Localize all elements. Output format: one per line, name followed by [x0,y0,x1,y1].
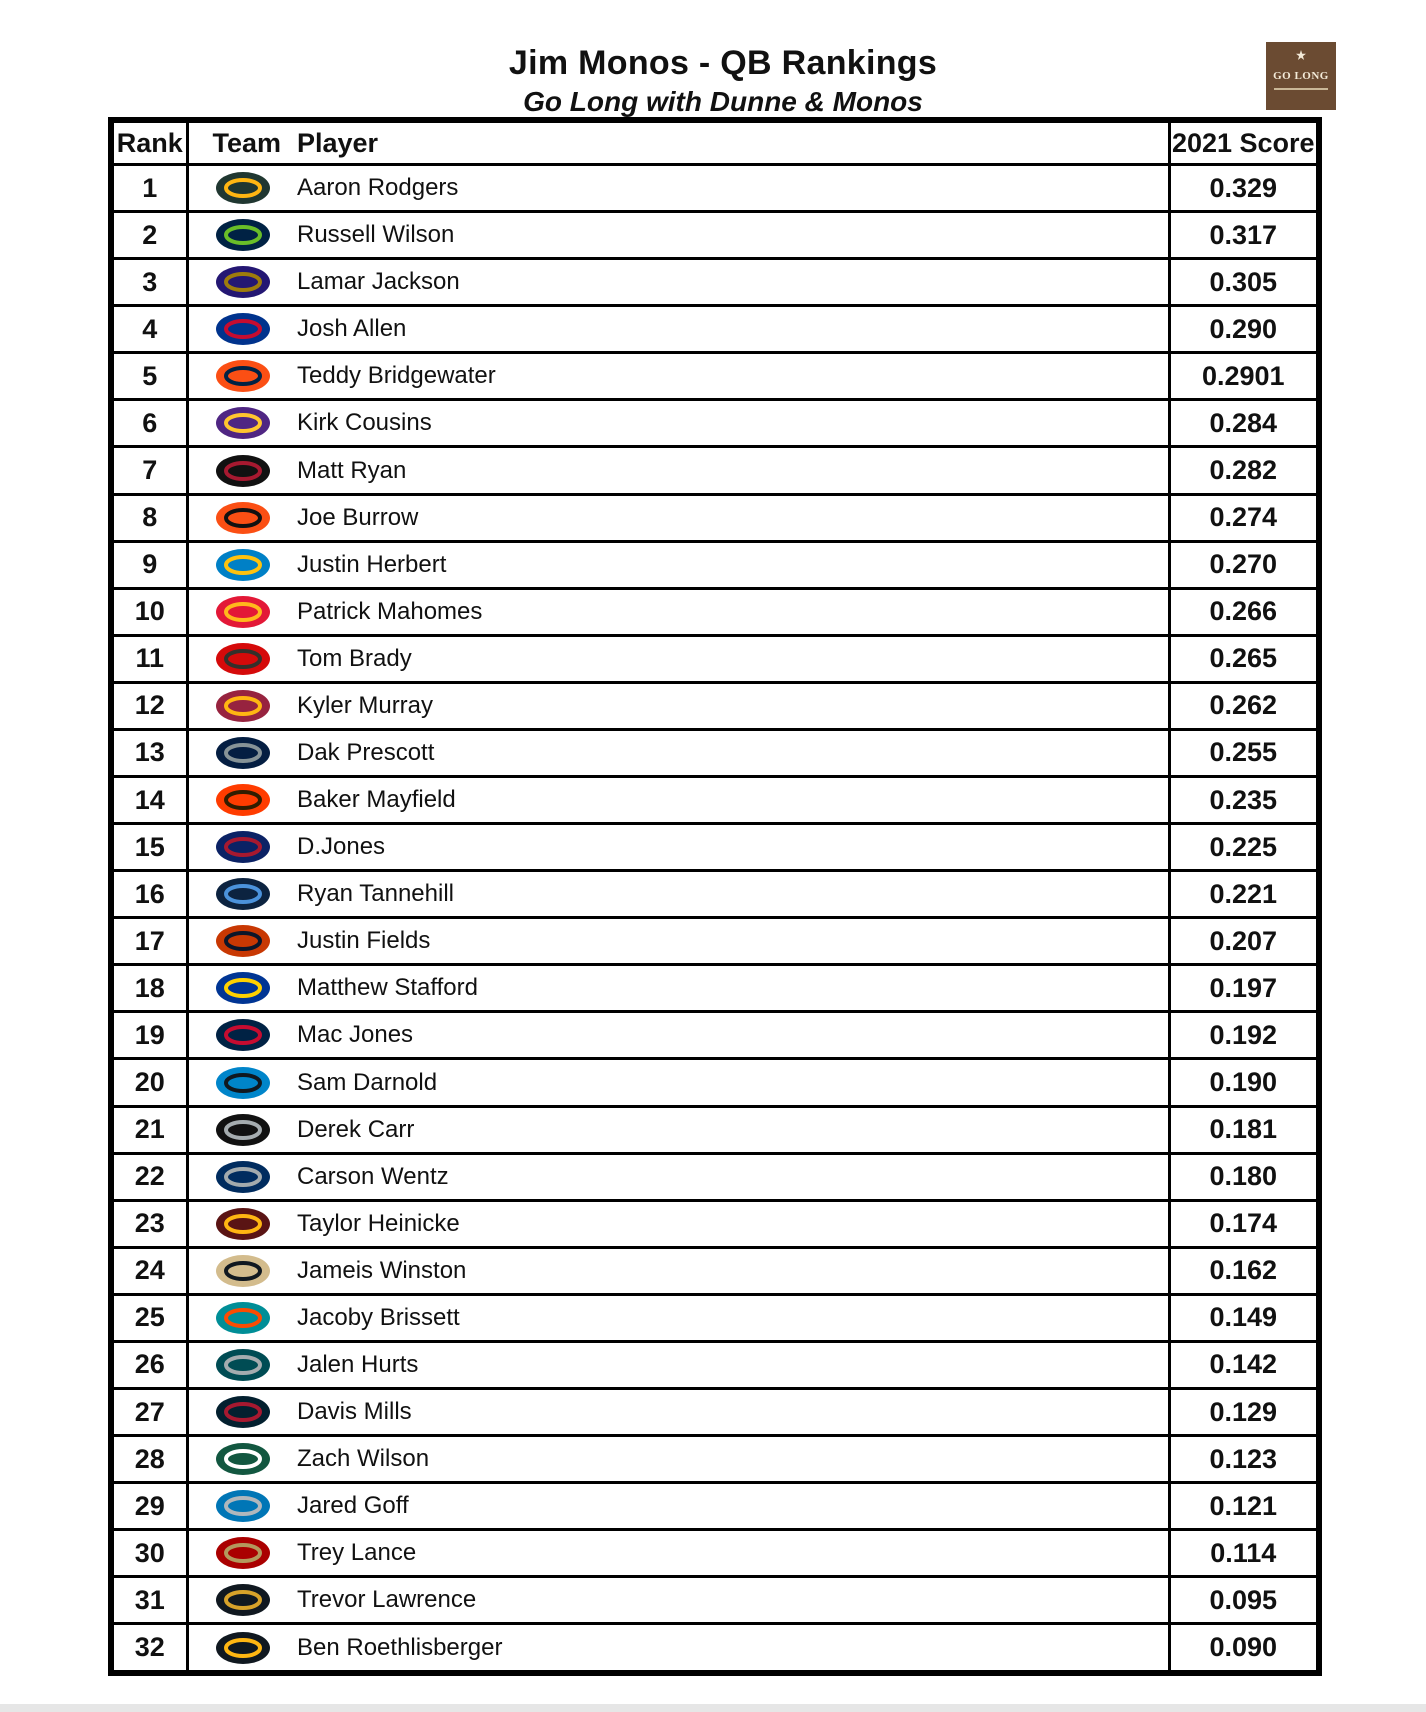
raiders-logo-icon [206,1111,280,1149]
player-cell: Mac Jones [297,1012,1169,1059]
page-subtitle: Go Long with Dunne & Monos [523,86,923,117]
player-cell: Aaron Rodgers [297,165,1169,212]
team-cell [187,1389,297,1436]
rank-cell: 25 [111,1294,187,1341]
table-row [111,918,1319,965]
player-cell: Lamar Jackson [297,259,1169,306]
score-cell: 0.329 [1169,165,1319,212]
jets-logo-icon [206,1440,280,1478]
table-row [111,1341,1319,1388]
player-cell: Davis Mills [297,1389,1169,1436]
rank-cell: 22 [111,1153,187,1200]
team-cell [187,824,297,871]
table-row [111,1200,1319,1247]
player-cell: Joe Burrow [297,494,1169,541]
team-cell [187,400,297,447]
rank-cell: 24 [111,1247,187,1294]
column-header-score: 2021 Score [1169,120,1319,165]
table-body [111,165,1319,1674]
player-cell: Ryan Tannehill [297,871,1169,918]
falcons-logo-icon [206,452,280,490]
jaguars-logo-icon [206,1581,280,1619]
table-row [111,1624,1319,1673]
player-cell: Teddy Bridgewater [297,353,1169,400]
player-cell: Justin Fields [297,918,1169,965]
player-cell: Trey Lance [297,1530,1169,1577]
rank-cell: 7 [111,447,187,494]
rank-cell: 29 [111,1483,187,1530]
table-row [111,1106,1319,1153]
team-cell [187,259,297,306]
player-cell: Sam Darnold [297,1059,1169,1106]
team-cell [187,682,297,729]
rank-cell: 31 [111,1577,187,1624]
team-cell [187,635,297,682]
player-cell: Tom Brady [297,635,1169,682]
bengals-logo-icon [206,499,280,537]
rank-cell: 23 [111,1200,187,1247]
giants-logo-icon [206,828,280,866]
team-cell [187,918,297,965]
table-row [111,165,1319,212]
team-cell [187,494,297,541]
team-cell [187,353,297,400]
table-row [111,400,1319,447]
rank-cell: 3 [111,259,187,306]
player-cell: Ben Roethlisberger [297,1624,1169,1673]
chargers-logo-icon [206,546,280,584]
packers-logo-icon [206,169,280,207]
colts-logo-icon [206,1158,280,1196]
rank-cell: 18 [111,965,187,1012]
player-cell: Matt Ryan [297,447,1169,494]
browns-logo-icon [206,781,280,819]
team-cell [187,729,297,776]
rank-cell: 26 [111,1341,187,1388]
eagles-logo-icon [206,1346,280,1384]
qb-rankings-table [108,117,1322,1676]
texans-logo-icon [206,1393,280,1431]
team-cell [187,1624,297,1673]
logo-divider [1274,88,1328,90]
player-cell: Dak Prescott [297,729,1169,776]
chiefs-logo-icon [206,593,280,631]
washington-logo-icon [206,1205,280,1243]
rank-cell: 13 [111,729,187,776]
rank-cell: 14 [111,777,187,824]
score-cell: 0.305 [1169,259,1319,306]
rank-cell: 9 [111,541,187,588]
table-row [111,447,1319,494]
team-cell [187,1483,297,1530]
rank-cell: 11 [111,635,187,682]
team-cell [187,1106,297,1153]
team-cell [187,306,297,353]
rank-cell: 16 [111,871,187,918]
49ers-logo-icon [206,1534,280,1572]
team-cell [187,447,297,494]
table-header-row [111,120,1319,165]
score-cell: 0.290 [1169,306,1319,353]
cowboys-logo-icon [206,734,280,772]
rank-cell: 10 [111,588,187,635]
score-cell: 0.123 [1169,1436,1319,1483]
broncos-logo-icon [206,357,280,395]
bears-logo-icon [206,922,280,960]
table-row [111,635,1319,682]
table-row [111,965,1319,1012]
column-header-team: Team [187,120,297,165]
score-cell: 0.221 [1169,871,1319,918]
player-cell: Jared Goff [297,1483,1169,1530]
team-cell [187,1341,297,1388]
score-cell: 0.262 [1169,682,1319,729]
score-cell: 0.129 [1169,1389,1319,1436]
score-cell: 0.235 [1169,777,1319,824]
table-row [111,541,1319,588]
score-cell: 0.270 [1169,541,1319,588]
rank-cell: 4 [111,306,187,353]
score-cell: 0.282 [1169,447,1319,494]
go-long-logo [1266,42,1336,110]
team-cell [187,1059,297,1106]
team-cell [187,1577,297,1624]
table-row [111,588,1319,635]
score-cell: 0.149 [1169,1294,1319,1341]
score-cell: 0.180 [1169,1153,1319,1200]
lions-logo-icon [206,1487,280,1525]
player-cell: Taylor Heinicke [297,1200,1169,1247]
score-cell: 0.121 [1169,1483,1319,1530]
table-row [111,1059,1319,1106]
player-cell: Jameis Winston [297,1247,1169,1294]
score-cell: 0.284 [1169,400,1319,447]
player-cell: Russell Wilson [297,212,1169,259]
score-cell: 0.225 [1169,824,1319,871]
score-cell: 0.317 [1169,212,1319,259]
rank-cell: 15 [111,824,187,871]
team-cell [187,1247,297,1294]
steelers-logo-icon [206,1629,280,1667]
score-cell: 0.2901 [1169,353,1319,400]
panthers-logo-icon [206,1064,280,1102]
score-cell: 0.192 [1169,1012,1319,1059]
player-cell: D.Jones [297,824,1169,871]
score-cell: 0.174 [1169,1200,1319,1247]
table-row [111,1294,1319,1341]
rams-logo-icon [206,969,280,1007]
team-cell [187,588,297,635]
rank-cell: 8 [111,494,187,541]
rank-cell: 12 [111,682,187,729]
table-row [111,306,1319,353]
rank-cell: 2 [111,212,187,259]
team-cell [187,1294,297,1341]
page-title: Jim Monos - QB Rankings [508,44,938,82]
ravens-logo-icon [206,263,280,301]
team-cell [187,871,297,918]
rank-cell: 6 [111,400,187,447]
team-cell [187,1530,297,1577]
score-cell: 0.266 [1169,588,1319,635]
score-cell: 0.142 [1169,1341,1319,1388]
table-row [111,212,1319,259]
player-cell: Zach Wilson [297,1436,1169,1483]
table-row [111,824,1319,871]
vikings-logo-icon [206,404,280,442]
player-cell: Carson Wentz [297,1153,1169,1200]
table-row [111,871,1319,918]
table-row [111,353,1319,400]
team-cell [187,165,297,212]
table-row [111,777,1319,824]
buccaneers-logo-icon [206,640,280,678]
patriots-logo-icon [206,1016,280,1054]
team-cell [187,777,297,824]
rank-cell: 32 [111,1624,187,1673]
rank-cell: 21 [111,1106,187,1153]
rank-cell: 20 [111,1059,187,1106]
rank-cell: 5 [111,353,187,400]
table-row [111,1530,1319,1577]
column-header-rank: Rank [111,120,187,165]
table-row [111,1577,1319,1624]
player-cell: Josh Allen [297,306,1169,353]
table-row [111,494,1319,541]
player-cell: Matthew Stafford [297,965,1169,1012]
logo-text: GO LONG [1273,70,1329,82]
cardinals-logo-icon [206,687,280,725]
player-cell: Patrick Mahomes [297,588,1169,635]
rank-cell: 28 [111,1436,187,1483]
table-row [111,1012,1319,1059]
score-cell: 0.197 [1169,965,1319,1012]
player-cell: Kirk Cousins [297,400,1169,447]
player-cell: Trevor Lawrence [297,1577,1169,1624]
score-cell: 0.190 [1169,1059,1319,1106]
rank-cell: 1 [111,165,187,212]
score-cell: 0.181 [1169,1106,1319,1153]
table-row [111,1389,1319,1436]
team-cell [187,1153,297,1200]
seahawks-logo-icon [206,216,280,254]
star-icon [1296,50,1306,60]
player-cell: Baker Mayfield [297,777,1169,824]
player-cell: Kyler Murray [297,682,1169,729]
team-cell [187,1436,297,1483]
score-cell: 0.274 [1169,494,1319,541]
score-cell: 0.162 [1169,1247,1319,1294]
score-cell: 0.255 [1169,729,1319,776]
team-cell [187,1200,297,1247]
table-row [111,1483,1319,1530]
table-row [111,729,1319,776]
player-cell: Jacoby Brissett [297,1294,1169,1341]
rank-cell: 19 [111,1012,187,1059]
rank-cell: 27 [111,1389,187,1436]
dolphins-logo-icon [206,1299,280,1337]
page-bottom-edge [0,1704,1426,1712]
score-cell: 0.090 [1169,1624,1319,1673]
player-cell: Derek Carr [297,1106,1169,1153]
table-row [111,259,1319,306]
score-cell: 0.114 [1169,1530,1319,1577]
team-cell [187,965,297,1012]
rank-cell: 17 [111,918,187,965]
team-cell [187,541,297,588]
player-cell: Justin Herbert [297,541,1169,588]
bills-logo-icon [206,310,280,348]
player-cell: Jalen Hurts [297,1341,1169,1388]
titans-logo-icon [206,875,280,913]
column-header-player: Player [297,120,1169,165]
table-row [111,1153,1319,1200]
score-cell: 0.207 [1169,918,1319,965]
rank-cell: 30 [111,1530,187,1577]
team-cell [187,1012,297,1059]
score-cell: 0.265 [1169,635,1319,682]
saints-logo-icon [206,1252,280,1290]
table-row [111,1436,1319,1483]
team-cell [187,212,297,259]
table-row [111,682,1319,729]
table-row [111,1247,1319,1294]
score-cell: 0.095 [1169,1577,1319,1624]
